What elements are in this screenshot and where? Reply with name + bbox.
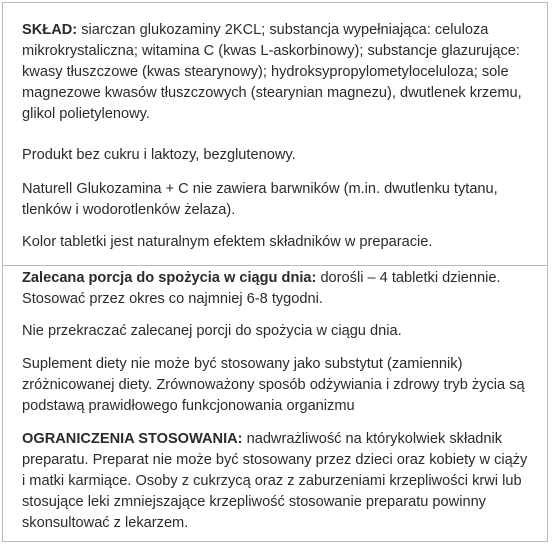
composition-heading: SKŁAD: [22,22,78,38]
composition-paragraph [22,20,533,125]
tablet-color-note: Kolor tabletki jest naturalnym efektem składników w preparacie. [22,234,433,250]
dosage-heading: Zalecana porcja do spożycia w ciągu dnia: [22,270,317,286]
restrictions-heading: OGRANICZENIA STOSOWANIA: [22,431,243,447]
dosage-paragraph [22,268,533,310]
composition-section [3,3,547,265]
dosage-section [3,265,547,541]
restrictions-paragraph [22,429,533,534]
sugar-free-note: Produkt bez cukru i laktozy, bezglutenowy. [22,147,296,163]
supplement-note: Suplement diety nie może być stosowany jako substytut (zamiennik) zróżnicowanej diety. Zrównoważony sposób odżywiania i zdrowy tryb życia są podstawą prawidłowego funkcjonowania organizmu [22,356,525,414]
restrictions-text: nadwrażliwość na którykolwiek składnik preparatu. Preparat nie może być stosowany przez dzieci oraz kobiety w ciąży i matki karmiące. Osoby z cukrzycą oraz z zaburzeniami krzepliwości krwi lub stosujące leki zmniejszające krzepliwość stosowanie preparatu powinny skonsultować z lekarzem. [22,431,528,531]
composition-text: siarczan glukozaminy 2KCL; substancja wypełniająca: celuloza mikrokrystaliczna; witamina C (kwas L-askorbinowy); substancje glazurujące: kwasy tłuszczowe (kwas stearynowy); hydroksypropylometyloceluloza; sole magnezowe kwasów tłuszczowych (stearynian magnezu), dwutlenek krzemu, glikol polietylenowy. [22,22,522,122]
do-not-exceed-note: Nie przekraczać zalecanej porcji do spożycia w ciągu dnia. [22,323,402,339]
no-colorants-note: Naturell Glukozamina + C nie zawiera barwników (m.in. dwutlenku tytanu, tlenków i wodorotlenków żelaza). [22,181,498,218]
info-panel [2,2,548,542]
dosage-text: dorośli – 4 tabletki dziennie. Stosować przez okres co najmniej 6-8 tygodni. [22,270,501,307]
